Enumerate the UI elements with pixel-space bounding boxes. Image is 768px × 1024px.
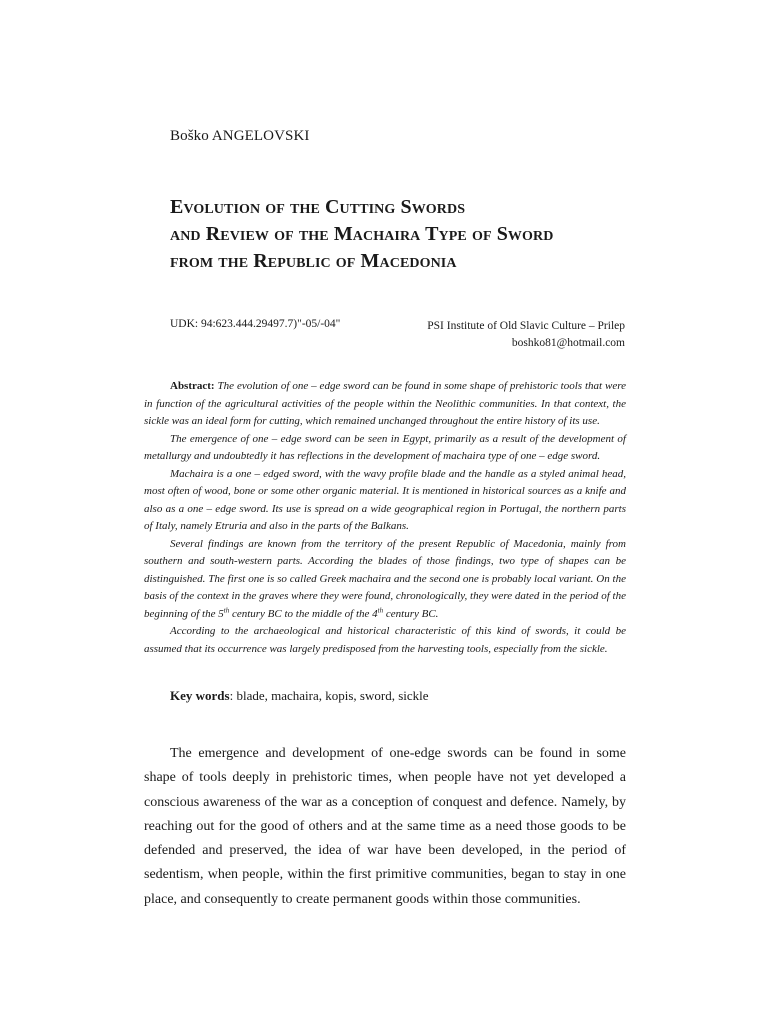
- institute-name: PSI Institute of Old Slavic Culture – Prilep: [427, 320, 625, 332]
- udk-code: UDK: 94:623.444.29497.7)"-05/-04": [170, 318, 341, 330]
- body-text: [144, 742, 626, 912]
- abstract-paragraph-4: [144, 536, 626, 624]
- superscript-th-2: th: [377, 605, 384, 614]
- abstract-text-1: The evolution of one – edge sword can be found in some shape of prehistoric tools that were in function of the agricultural activities of the people within the Neolithic communities. In that context, the sickle was an ideal form for cutting, which remained unchanged throughout the entire history of its use.: [144, 380, 626, 427]
- body-paragraph-1: The emergence and development of one-edge swords can be found in some shape of tools deeply in prehistoric times, when people have not yet developed a conscious awareness of the war as a conception of conquest and defence. Namely, by reaching out for the good of others and at the same time as a need those goods to be defended and preserved, the idea of war have been developed, in the period of sedentism, when people, within the first primitive communities, began to stay in one place, and consequently to create permanent goods within those communities.: [144, 746, 626, 907]
- author-email[interactable]: boshko81@hotmail.com: [511, 337, 625, 349]
- abstract-paragraph-3: Machaira is a one – edged sword, with the wavy profile blade and the handle as a styled animal head, most often of wood, bone or some other organic material. It is mentioned in historical sources as a knife and also as a one – edge sword. Its use is spread on a wide geographical region in Portugal, the northern parts of Italy, namely Etruria and also in the parts of the Balkans.: [144, 467, 626, 532]
- title-line-1: Evolution of the Cutting Swords: [170, 196, 466, 218]
- keywords-text: : blade, machaira, kopis, sword, sickle: [229, 688, 429, 703]
- abstract-paragraph-2: The emergence of one – edge sword can be seen in Egypt, primarily as a result of the development of metallurgy and undoubtedly it has reflections in the development of machaira type of one – edge sword.: [144, 432, 626, 462]
- abstract: [144, 378, 626, 658]
- title-line-2: and Review of the Machaira Type of Sword: [170, 223, 554, 245]
- keywords-label: Key words: [170, 688, 230, 703]
- title-line-3: from the Republic of Macedonia: [170, 250, 457, 272]
- abstract-text-4a: Several findings are known from the territory of the present Republic of Macedonia, mainly from southern and south-western parts. According the blades of those findings, two type of shapes can be distinguished. The first one is so called Greek machaira and the second one is probably local variant. On the basis of the context in the graves where they were found, chronologically, they were dated in the period of the beginning of the 5: [144, 537, 626, 620]
- author-name: Boško ANGELOVSKI: [170, 128, 310, 144]
- abstract-text-4c: century BC.: [383, 607, 439, 620]
- superscript-th-1: th: [223, 605, 230, 614]
- abstract-paragraph-5: According to the archaeological and historical characteristic of this kind of swords, it could be assumed that its occurrence was largely predisposed from the harvesting tools, especially from the sickle.: [144, 625, 626, 655]
- keywords: [170, 688, 429, 704]
- abstract-text-4b: century BC to the middle of the 4: [229, 607, 378, 620]
- paper-title: [170, 194, 640, 275]
- abstract-paragraph-1: [144, 378, 626, 431]
- abstract-label: Abstract:: [170, 380, 215, 392]
- affiliation: [427, 318, 625, 352]
